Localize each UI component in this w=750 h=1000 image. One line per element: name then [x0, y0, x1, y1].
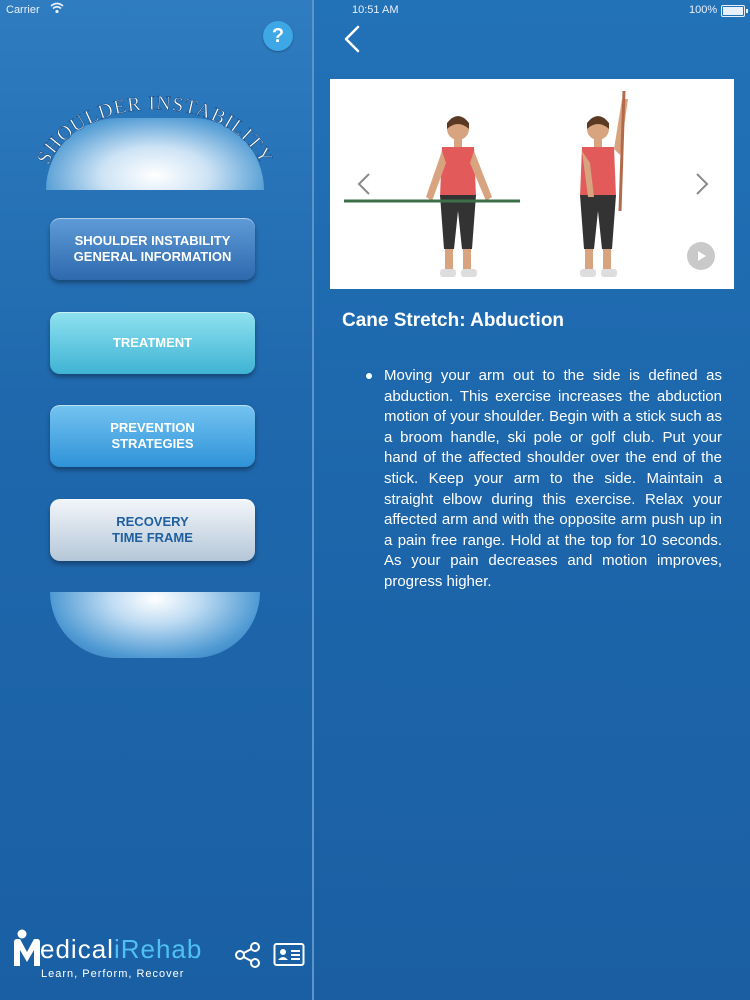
prevention-strategies-button[interactable] — [50, 405, 255, 467]
recovery-time-frame-button[interactable] — [50, 499, 255, 561]
recovery-time-frame-label: RECOVERY TIME FRAME — [112, 514, 193, 545]
logo-wordmark-part2: iRehab — [113, 934, 203, 964]
carousel-next-icon[interactable] — [694, 172, 710, 196]
carousel-previous-icon[interactable] — [356, 172, 372, 196]
clock: 10:51 AM — [352, 4, 399, 16]
exercise-title: Cane Stretch: Abduction — [342, 310, 565, 331]
battery-percent: 100% — [689, 4, 718, 16]
figure-raised-position — [580, 91, 628, 277]
treatment-button[interactable] — [50, 312, 255, 374]
play-icon — [695, 250, 707, 262]
share-icon[interactable] — [233, 940, 263, 970]
exercise-illustration — [330, 79, 734, 289]
treatment-label: TREATMENT — [112, 335, 193, 350]
carrier-label: Carrier — [6, 4, 40, 16]
logo-m-icon — [12, 928, 42, 968]
wifi-icon — [50, 2, 64, 14]
svg-text:SHOULDER INSTABILITY: SHOULDER INSTABILITY — [32, 92, 277, 168]
help-button[interactable]: ? — [263, 21, 293, 51]
exercise-image-carousel[interactable] — [330, 79, 734, 289]
figure-start-position — [344, 116, 520, 277]
general-information-label: SHOULDER INSTABILITY GENERAL INFORMATION — [73, 233, 232, 264]
logo-wordmark — [40, 934, 202, 965]
contact-card-icon[interactable] — [273, 942, 305, 968]
exercise-description: Moving your arm out to the side is defined as abduction. This exercise increases the abduction motion of your shoulder. Begin with a stick such as a broom handle, ski pole or golf club. Put your hand of the affected shoulder over the end of the stick. Keep your arm to the side. Maintain a straight elbow during this exercise. Relax your affected arm and with the opposite arm push up in a pain free range. Hold at the top for 10 seconds. As your pain decreases and motion improves, progress higher. — [364, 366, 722, 593]
medical-irehab-logo — [12, 928, 232, 984]
split-divider — [312, 0, 314, 1000]
prevention-strategies-label: PREVENTION STRATEGIES — [110, 420, 195, 451]
status-bar — [0, 0, 750, 22]
logo-wordmark-part1: edical — [40, 934, 114, 964]
bottom-dome-graphic — [50, 592, 260, 658]
back-button[interactable] — [340, 24, 364, 54]
sidebar-title — [30, 82, 280, 172]
exercise-instructions — [364, 366, 722, 593]
battery-icon — [721, 5, 745, 17]
general-information-button[interactable] — [50, 218, 255, 280]
play-video-button[interactable] — [687, 242, 715, 270]
logo-tagline: Learn, Perform, Recover — [41, 968, 185, 980]
